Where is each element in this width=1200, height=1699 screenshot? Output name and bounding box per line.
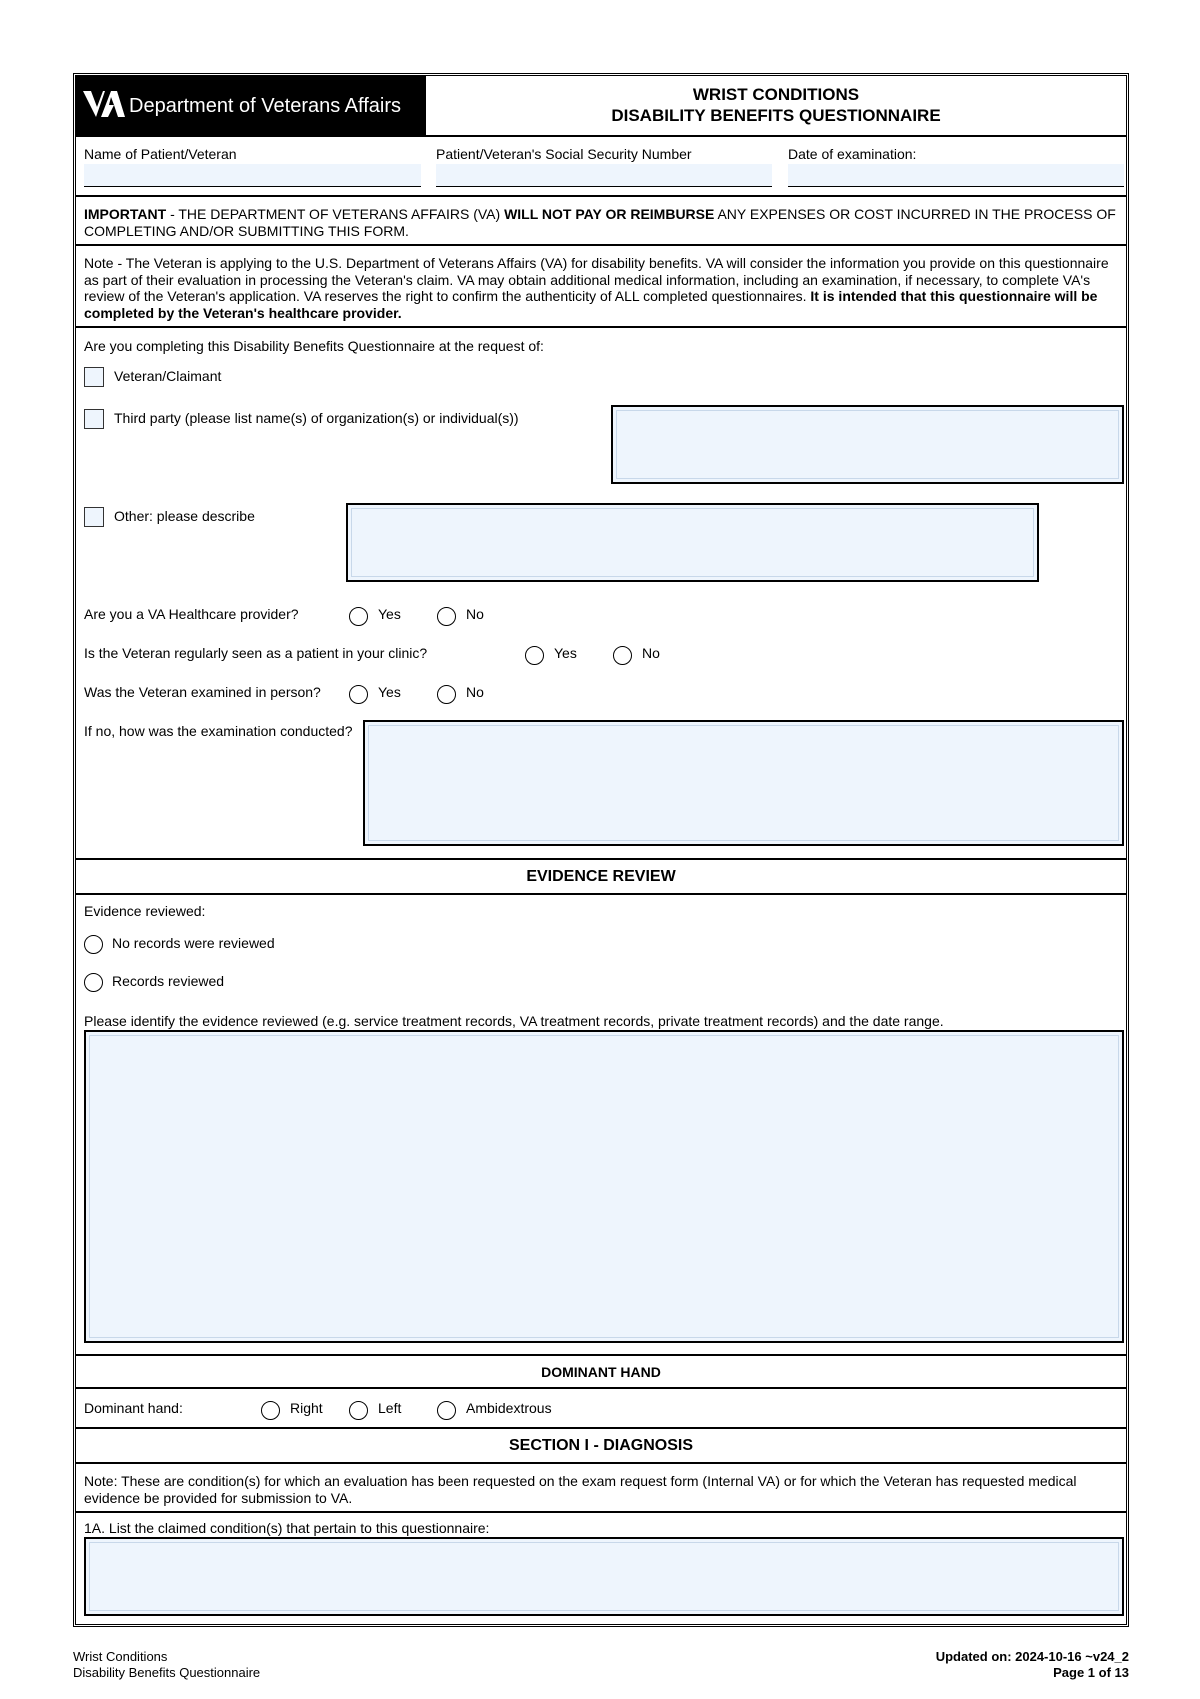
in-person-no-label: No (466, 684, 484, 700)
important-text (84, 206, 1118, 239)
identity-row (76, 137, 1126, 197)
in-person-no-radio[interactable] (437, 685, 456, 704)
dominant-hand-label: Dominant hand: (84, 1400, 183, 1416)
veteran-claimant-label: Veteran/Claimant (114, 368, 222, 384)
dominant-hand-title: DOMINANT HAND (541, 1364, 661, 1380)
note-bold: It is intended that this questionnaire will be completed by the Veteran's healthcare provider. (84, 288, 1098, 321)
regular-patient-question: Is the Veteran regularly seen as a patient in your clinic? (84, 645, 428, 661)
records-reviewed-label: Records reviewed (112, 973, 225, 989)
in-person-question: Was the Veteran examined in person? (84, 684, 321, 700)
diagnosis-header (76, 1429, 1126, 1464)
claimed-conditions-section (76, 1513, 1126, 1624)
claimed-conditions-textarea[interactable] (84, 1537, 1124, 1616)
diagnosis-note (76, 1464, 1126, 1513)
form-title-line2: DISABILITY BENEFITS QUESTIONNAIRE (611, 106, 941, 125)
dominant-ambidextrous-label: Ambidextrous (466, 1400, 552, 1416)
form-title-line1: WRIST CONDITIONS (692, 85, 860, 104)
evidence-label: Evidence reviewed: (84, 903, 206, 919)
other-label: Other: please describe (114, 508, 255, 524)
dominant-hand-header (76, 1356, 1126, 1389)
regular-patient-no-label: No (642, 645, 660, 661)
evidence-textarea[interactable] (84, 1030, 1124, 1343)
dbq-form (73, 73, 1129, 1627)
name-label: Name of Patient/Veteran (84, 146, 237, 162)
important-notice (76, 197, 1126, 246)
exam-date-input[interactable] (788, 164, 1124, 187)
third-party-label: Third party (please list name(s) of organization(s) or individual(s)) (114, 410, 519, 426)
important-lead: IMPORTANT (84, 206, 167, 222)
va-provider-question: Are you a VA Healthcare provider? (84, 606, 299, 622)
va-seal-icon (81, 87, 125, 123)
footer-page-number: Page 1 of 13 (1053, 1665, 1129, 1680)
third-party-textarea[interactable] (611, 405, 1124, 484)
diagnosis-note-text: Note: These are condition(s) for which an evaluation has been requested on the exam request form (Internal VA) or for which the Veteran has requested medical evidence be provided for submission to VA. (84, 1473, 1077, 1506)
important-text-1: - THE DEPARTMENT OF VETERANS AFFAIRS (VA) (166, 206, 505, 222)
regular-patient-yes-radio[interactable] (525, 646, 544, 665)
other-checkbox[interactable] (84, 507, 104, 527)
no-records-radio[interactable] (84, 935, 103, 954)
va-provider-no-radio[interactable] (437, 607, 456, 626)
request-section (76, 328, 1126, 860)
diagnosis-title: SECTION I - DIAGNOSIS (508, 1437, 693, 1454)
request-question: Are you completing this Disability Benefits Questionnaire at the request of: (84, 338, 544, 354)
dominant-right-label: Right (290, 1400, 323, 1416)
claimed-conditions-label: 1A. List the claimed condition(s) that pertain to this questionnaire: (84, 1520, 490, 1536)
in-person-yes-radio[interactable] (349, 685, 368, 704)
exam-method-textarea[interactable] (363, 720, 1124, 846)
footer-form-subtitle: Disability Benefits Questionnaire (73, 1665, 261, 1680)
evidence-review-title: EVIDENCE REVIEW (526, 868, 676, 885)
form-header (76, 76, 1126, 137)
third-party-checkbox[interactable] (84, 409, 104, 429)
important-bold: WILL NOT PAY OR REIMBURSE (504, 206, 715, 222)
veteran-note (76, 246, 1126, 328)
agency-name: Department of Veterans Affairs (129, 95, 402, 117)
va-provider-no-label: No (466, 606, 484, 622)
evidence-review-header (76, 860, 1126, 895)
evidence-review-section (76, 895, 1126, 1356)
date-label: Date of examination: (788, 146, 917, 162)
ssn-label: Patient/Veteran's Social Security Number (436, 146, 692, 162)
va-provider-yes-radio[interactable] (349, 607, 368, 626)
important-text-2: ANY EXPENSES OR COST INCURRED IN THE PROCESS OF COMPLETING AND/OR SUBMITTING THIS FORM. (84, 206, 1116, 239)
footer-form-name: Wrist Conditions (73, 1649, 168, 1664)
no-records-label: No records were reviewed (112, 935, 275, 951)
regular-patient-yes-label: Yes (554, 645, 577, 661)
records-reviewed-radio[interactable] (84, 973, 103, 992)
note-body: Note - The Veteran is applying to the U.S. Department of Veterans Affairs (VA) for disability benefits. VA will consider the information you provide on this questionnaire as part of their evaluation in processing the Veteran's claim. VA may obtain additional medical information, including an examination, if necessary, to complete VA's review of the Veteran's application. VA reserves the right to confirm the authenticity of ALL completed questionnaires. (84, 255, 1109, 304)
veteran-claimant-checkbox[interactable] (84, 367, 104, 387)
in-person-yes-label: Yes (378, 684, 401, 700)
note-text (84, 255, 1118, 321)
dominant-left-label: Left (378, 1400, 402, 1416)
dominant-left-radio[interactable] (349, 1401, 368, 1420)
ssn-input[interactable] (436, 164, 772, 187)
dominant-right-radio[interactable] (261, 1401, 280, 1420)
footer-updated: Updated on: 2024-10-16 ~v24_2 (935, 1649, 1129, 1664)
exam-method-question: If no, how was the examination conducted? (84, 723, 353, 739)
dominant-hand-row (76, 1389, 1126, 1429)
va-logo-block (76, 76, 426, 135)
va-provider-yes-label: Yes (378, 606, 401, 622)
evidence-identify-instructions: Please identify the evidence reviewed (e.g. service treatment records, VA treatment records, private treatment records) and the date range. (84, 1013, 944, 1029)
other-textarea[interactable] (346, 503, 1039, 582)
dominant-ambidextrous-radio[interactable] (437, 1401, 456, 1420)
regular-patient-no-radio[interactable] (613, 646, 632, 665)
name-input[interactable] (84, 164, 421, 187)
